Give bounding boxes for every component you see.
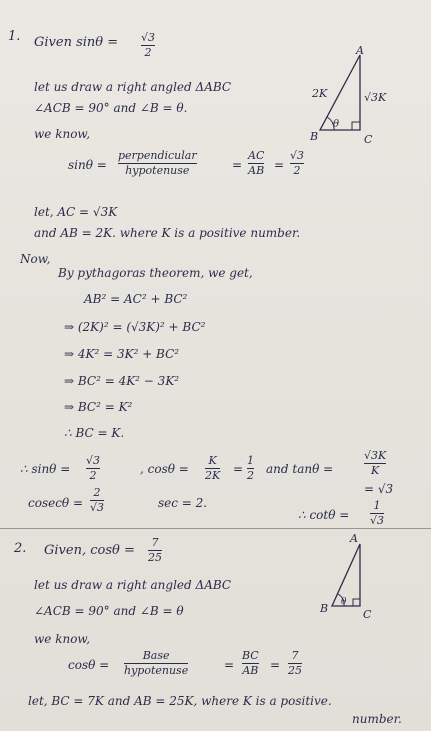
q1-result-cos-num2: 1 [247,454,254,467]
q1-result-sec: sec = 2. [158,496,208,510]
q2-draw-line1: let us draw a right angled ΔABC [34,578,232,592]
q1-given-fraction [141,32,155,59]
question-2-number: 2. [14,541,27,556]
q1-result-sin [86,455,100,482]
q1-ratio-denominator: AB [248,164,265,177]
q1-sin-definition [118,150,197,177]
q2-given-fraction [148,537,162,564]
q1-given-numerator: √3 [141,31,156,44]
q1-given-label: Given sinθ = [34,35,119,50]
q1-now: Now, [20,252,51,266]
q2-vertex-b: B [320,602,329,615]
q1-sin-equals-1: = [232,158,243,172]
q1-step-3: ⇒ 4K² = 3K² + BC² [64,347,180,361]
q2-value-denominator: 25 [288,664,302,677]
q2-cos-denominator: hypotenuse [124,664,189,677]
q1-hypotenuse-label: 2K [312,87,328,100]
q1-step-5: ⇒ BC² = K² [64,400,133,414]
q1-ratio-numerator: AC [248,149,265,162]
q1-result-cosec-numerator: 2 [93,486,101,499]
q1-result-cot [370,500,384,527]
q1-draw-line1: let us draw a right angled ΔABC [34,80,232,94]
q1-result-cosec [90,487,104,514]
q2-triangle-diagram [300,530,410,620]
q1-we-know: we know, [34,127,91,141]
q1-result-tan-denominator: K [371,464,380,477]
q2-cos-equals-1: = [224,658,235,672]
q1-triangle-diagram [290,45,420,145]
q1-sin-value [290,150,304,177]
q1-result-tan-lhs: and tanθ = [266,462,334,476]
q1-step-4: ⇒ BC² = 4K² − 3K² [64,374,180,388]
q1-sin-ratio [248,150,264,177]
q2-cos-lhs: cosθ = [68,658,110,672]
q1-result-cos-den2: 2 [247,469,254,482]
q2-cos-ratio [242,650,259,677]
q1-vertex-a: A [356,44,364,57]
q1-step-6: ∴ BC = K. [64,426,125,440]
q1-result-cosec-lhs: cosecθ = [28,496,84,510]
section-divider [0,528,431,529]
q2-cos-equals-2: = [270,658,281,672]
q1-vertex-c: C [364,133,373,146]
q2-value-numerator: 7 [291,649,299,662]
q1-result-sin-numerator: √3 [86,454,101,467]
q1-result-cosec-denominator: √3 [90,501,105,514]
q2-given-numerator: 7 [151,536,159,549]
q1-sin-equals-2: = [274,158,285,172]
q1-vertex-b: B [310,130,319,143]
q1-result-cos-denominator: 2K [205,469,221,482]
q1-side-label: √3K [364,91,387,104]
q2-ratio-numerator: BC [242,649,259,662]
q2-angle-label: θ [341,597,347,607]
q1-sin-numerator: perpendicular [118,149,197,162]
q2-cos-value [288,650,302,677]
q2-let-line-continued: number. [352,712,402,726]
q1-result-tan [364,450,386,477]
q1-result-cot-numerator: 1 [373,499,381,512]
q1-let-ac: let, AC = √3K [34,205,118,219]
q1-result-tan-value: = √3 [364,482,394,496]
q1-result-cos-lhs: , cosθ = [140,462,189,476]
q1-result-sin-denominator: 2 [89,469,97,482]
q1-result-cos-simplified [247,455,254,482]
q1-value-numerator: √3 [290,149,305,162]
q2-cos-definition [124,650,188,677]
q1-and-ab: and AB = 2K. where K is a positive number. [34,226,301,240]
q1-step-1: AB² = AC² + BC² [84,292,188,306]
q1-sin-denominator: hypotenuse [125,164,190,177]
q2-given-denominator: 25 [148,551,162,564]
q2-cos-numerator: Base [142,649,170,662]
q2-we-know: we know, [34,632,91,646]
q1-result-cot-denominator: √3 [370,514,385,527]
q2-given-label: Given, cosθ = [44,543,135,558]
q1-result-sin-lhs: ∴ sinθ = [20,462,71,476]
q2-vertex-c: C [363,608,372,621]
q2-draw-line2: ∠ACB = 90° and ∠B = θ [34,604,184,618]
q1-sin-lhs: sinθ = [68,158,107,172]
q1-result-cos [205,455,220,482]
q1-angle-label: θ [333,119,340,130]
question-1-number: 1. [8,29,21,44]
q1-given-denominator: 2 [144,46,152,59]
q1-result-cos-numerator: K [208,454,217,467]
q1-draw-line2: ∠ACB = 90° and ∠B = θ. [34,101,188,115]
q2-vertex-a: A [350,532,358,545]
q1-pythagoras: By pythagoras theorem, we get, [58,266,253,280]
q1-step-2: ⇒ (2K)² = (√3K)² + BC² [64,320,206,334]
q2-ratio-denominator: AB [242,664,259,677]
q2-let-line: let, BC = 7K and AB = 25K, where K is a positive. [28,694,332,708]
q1-result-tan-numerator: √3K [364,449,387,462]
q1-result-cos-equals: = [233,462,244,476]
q1-result-cot-lhs: ∴ cotθ = [298,508,350,522]
q1-value-denominator: 2 [293,164,301,177]
